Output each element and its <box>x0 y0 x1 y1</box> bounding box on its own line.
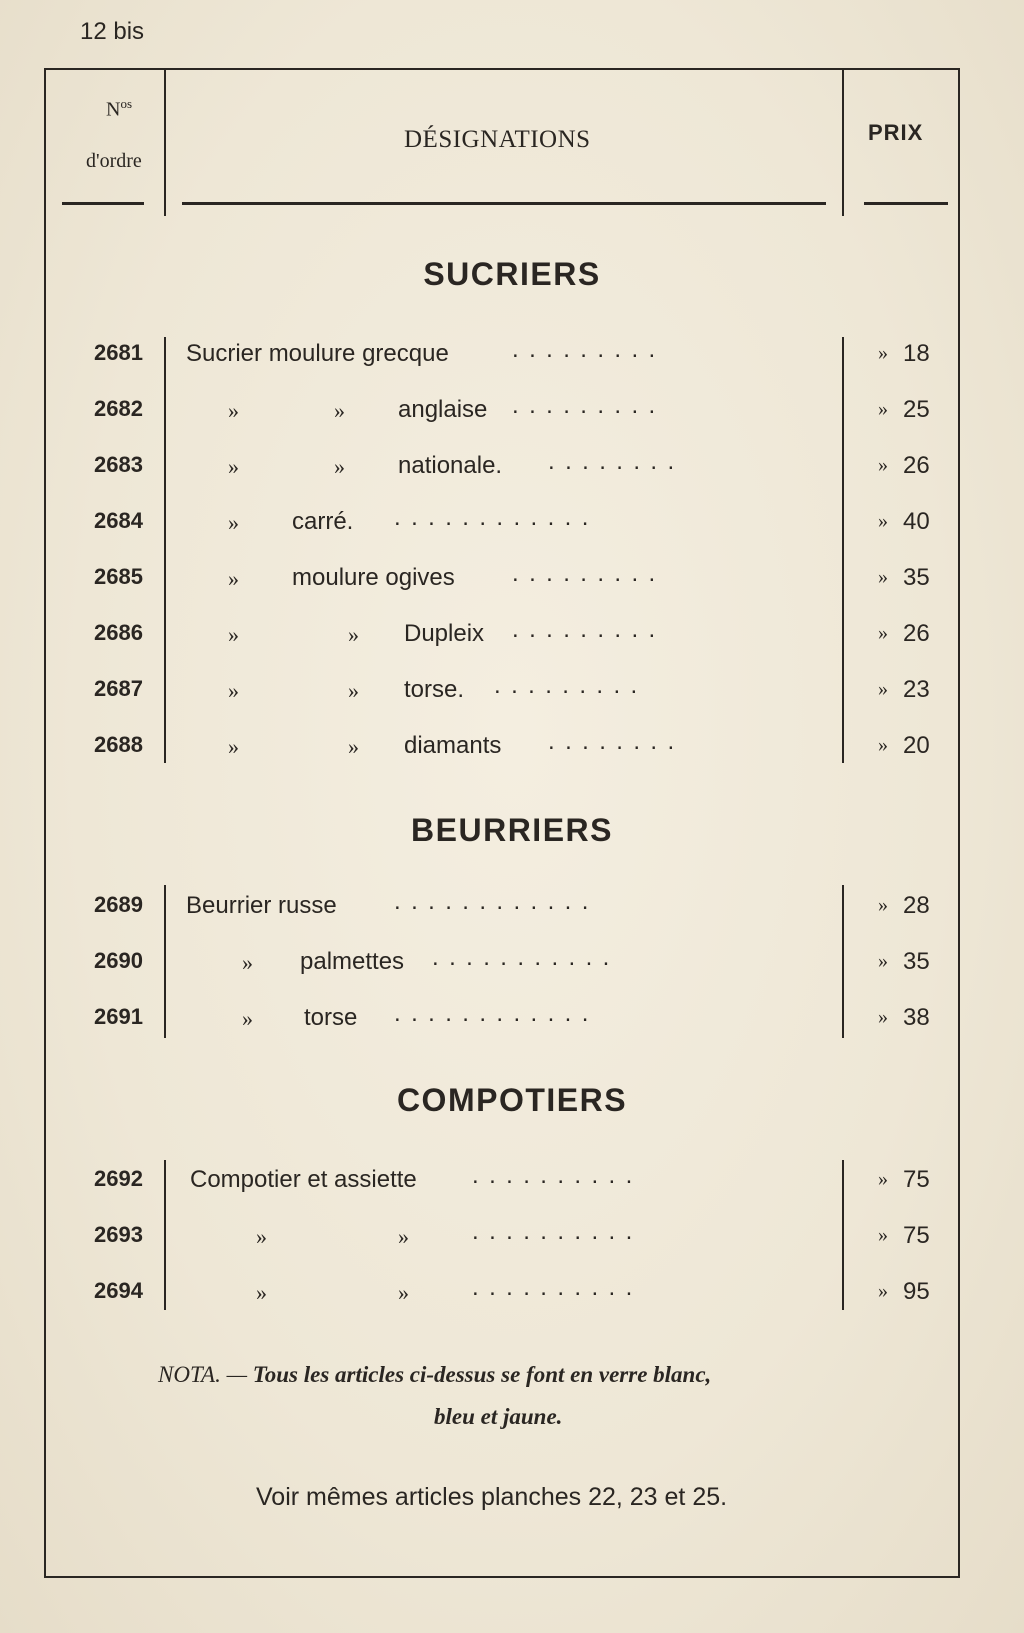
header-designations: DÉSIGNATIONS <box>404 126 591 153</box>
item-number: 2688 <box>94 732 143 757</box>
ditto-mark: » <box>348 678 359 703</box>
ditto-mark: » <box>398 1224 409 1249</box>
price-ditto: » <box>878 950 888 972</box>
leader-dots: ........ <box>548 448 685 475</box>
leader-dots: ......... <box>512 616 666 643</box>
ditto-mark: » <box>228 566 239 591</box>
item-price: 20 <box>903 732 930 759</box>
item-price: 35 <box>903 564 930 591</box>
section-title-compotiers: COMPOTIERS <box>396 1082 628 1118</box>
item-description: Beurrier russe <box>186 892 337 919</box>
ditto-mark: » <box>256 1280 267 1305</box>
item-number: 2690 <box>94 948 143 973</box>
leader-dots: ......... <box>512 392 666 419</box>
list-item <box>0 502 1024 542</box>
page-number: 12 bis <box>80 18 145 45</box>
list-item <box>0 446 1024 486</box>
list-item <box>0 334 1024 374</box>
nota-dash: — <box>226 1362 248 1387</box>
ditto-mark: » <box>228 398 239 423</box>
item-price: 40 <box>903 508 930 535</box>
ditto-mark: » <box>348 734 359 759</box>
item-number: 2682 <box>94 396 143 421</box>
header-rule-designations <box>182 202 826 205</box>
section-title-sucriers: SUCRIERS <box>423 256 601 292</box>
ditto-mark: » <box>334 454 345 479</box>
price-ditto: » <box>878 1224 888 1246</box>
ditto-mark: » <box>228 510 239 535</box>
item-price: 95 <box>903 1278 930 1305</box>
list-item <box>0 998 1024 1038</box>
ditto-mark: » <box>228 622 239 647</box>
item-number: 2686 <box>94 620 143 645</box>
price-ditto: » <box>878 622 888 644</box>
price-ditto: » <box>878 510 888 532</box>
leader-dots: ........... <box>432 944 620 971</box>
item-price: 23 <box>903 676 930 703</box>
column-divider-left-header <box>164 68 166 216</box>
item-price: 75 <box>903 1222 930 1249</box>
list-item <box>0 558 1024 598</box>
leader-dots: .......... <box>472 1218 643 1245</box>
nota-text-line1: Tous les articles ci-dessus se font en verre blanc, <box>252 1362 712 1387</box>
item-number: 2691 <box>94 1004 143 1029</box>
item-price: 26 <box>903 620 930 647</box>
price-ditto: » <box>878 678 888 700</box>
price-ditto: » <box>878 342 888 364</box>
ditto-mark: » <box>334 398 345 423</box>
price-ditto: » <box>878 1280 888 1302</box>
leader-dots: .......... <box>472 1162 643 1189</box>
item-price: 38 <box>903 1004 930 1031</box>
item-number: 2689 <box>94 892 143 917</box>
item-number: 2687 <box>94 676 143 701</box>
ditto-mark: » <box>242 1006 253 1031</box>
leader-dots: ............ <box>394 1000 599 1027</box>
item-number: 2692 <box>94 1166 143 1191</box>
item-price: 25 <box>903 396 930 423</box>
item-number: 2693 <box>94 1222 143 1247</box>
price-ditto: » <box>878 1168 888 1190</box>
item-price: 35 <box>903 948 930 975</box>
price-ditto: » <box>878 734 888 756</box>
leader-dots: ......... <box>512 560 666 587</box>
item-description: Compotier et assiette <box>190 1166 417 1193</box>
item-price: 28 <box>903 892 930 919</box>
header-rule-nos <box>62 202 144 205</box>
ditto-mark: » <box>348 622 359 647</box>
item-description: Dupleix <box>404 620 485 647</box>
section-title-beurriers: BEURRIERS <box>411 812 613 848</box>
item-description: torse <box>304 1004 358 1031</box>
list-item <box>0 942 1024 982</box>
item-description: Sucrier moulure grecque <box>186 340 449 367</box>
item-description: carré. <box>292 508 354 535</box>
price-ditto: » <box>878 894 888 916</box>
price-ditto: » <box>878 566 888 588</box>
ditto-mark: » <box>228 678 239 703</box>
leader-dots: ............ <box>394 504 599 531</box>
item-description: moulure ogives <box>292 564 455 591</box>
header-nos: $N^{os}$ <box>106 96 133 121</box>
ditto-mark: » <box>228 454 239 479</box>
item-number: 2683 <box>94 452 143 477</box>
ditto-mark: » <box>398 1280 409 1305</box>
item-description: nationale. <box>398 452 503 479</box>
item-description: anglaise <box>398 396 488 423</box>
item-number: 2694 <box>94 1278 143 1303</box>
ditto-mark: » <box>228 734 239 759</box>
nota-line1 <box>158 1362 711 1388</box>
ditto-mark: » <box>242 950 253 975</box>
list-item <box>0 726 1024 766</box>
list-item <box>0 1160 1024 1200</box>
item-number: 2681 <box>94 340 143 365</box>
price-ditto: » <box>878 1006 888 1028</box>
item-price: 75 <box>903 1166 930 1193</box>
item-description: diamants <box>404 732 502 759</box>
leader-dots: ............ <box>394 888 599 915</box>
item-description: palmettes <box>300 948 405 975</box>
header-rule-prix <box>864 202 948 205</box>
ditto-mark: » <box>256 1224 267 1249</box>
item-description: torse. <box>404 676 465 703</box>
leader-dots: ......... <box>512 336 666 363</box>
item-number: 2685 <box>94 564 143 589</box>
item-price: 18 <box>903 340 930 367</box>
list-item <box>0 390 1024 430</box>
leader-dots: ........ <box>548 728 685 755</box>
item-price: 26 <box>903 452 930 479</box>
nota-label: NOTA. <box>158 1362 221 1387</box>
price-ditto: » <box>878 398 888 420</box>
header-ordre: d'ordre <box>86 150 142 172</box>
list-item <box>0 1272 1024 1312</box>
column-divider-right-header <box>842 68 844 216</box>
price-ditto: » <box>878 454 888 476</box>
list-item <box>0 670 1024 710</box>
item-number: 2684 <box>94 508 143 533</box>
nota-text-line2: bleu et jaune. <box>434 1404 563 1429</box>
leader-dots: .......... <box>472 1274 643 1301</box>
header-prix: PRIX <box>868 120 924 145</box>
list-item <box>0 886 1024 926</box>
list-item <box>0 614 1024 654</box>
see-also-note: Voir mêmes articles planches 22, 23 et 25. <box>256 1483 728 1511</box>
leader-dots: ......... <box>494 672 648 699</box>
list-item <box>0 1216 1024 1256</box>
